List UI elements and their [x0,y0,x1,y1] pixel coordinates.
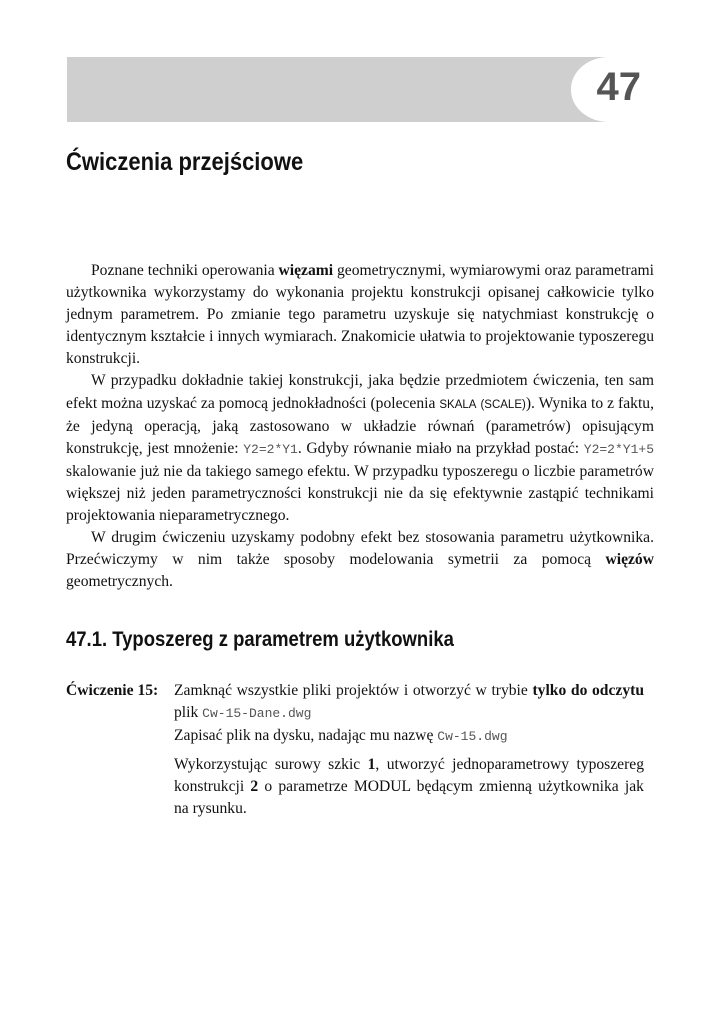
bold-term: więzów [605,551,654,569]
bold-term: 2 [250,778,259,796]
text-run: skalowanie już nie da takiego samego efektu. W przypadku typoszeregu o liczbie parametrów większej niż jeden parametryczności konstrukcji nie da się efektywnie zastąpić technikami projektowania nieparametrycznego. [66,462,654,525]
chapter-title: Ćwiczenia przejściowe [66,148,304,176]
chapter-number: 47 [596,65,641,109]
equation-code: Y2=2*Y1 [243,441,298,457]
paragraph-intro [66,260,654,370]
exercise-instructions [174,680,644,821]
text-run: . Gdyby równanie miało na przykład postać: [297,439,584,457]
text-run: geometrycznych. [66,573,173,591]
file-name: Cw-15-Dane.dwg [202,706,312,722]
instruction-save-file [174,725,644,748]
instruction-open-file [174,680,644,725]
paragraph-scaling [66,370,654,527]
text-run: Wykorzystując surowy szkic [174,756,368,774]
file-name: Cw-15.dwg [437,729,508,745]
text-run: W drugim ćwiczeniu uzyskamy podobny efekt bez stosowania parametru użytkownika. Przećwiczymy w nim także sposoby modelowania symetrii za pomocą [66,529,654,569]
chapter-header-band [67,57,653,122]
text-run: geometrycznymi, wymiarowymi oraz parametrami użytkownika wykorzystamy do wykonania projektu konstrukcji opisanej całkowicie tylko jednym parametrem. Po zmianie tego parametru uzyskuje się natychmiast konstrukcję o identycznym kształcie i innych wymiarach. Znakomicie ułatwia to projektowanie typoszeregu konstrukcji. [66,262,654,368]
section-title: 47.1. Typoszereg z parametrem użytkownika [66,628,454,651]
bold-term: tylko do odczytu [532,682,644,699]
text-run: Poznane techniki operowania [91,262,279,279]
text-run: , utworzyć jednoparametrowy typoszereg konstrukcji [174,756,644,796]
bold-term: 1 [367,756,376,774]
text-run: ). Wynika to z faktu, że jedyną operacją, jaką zastosowano w układzie równań (parametrów) opisującym konstrukcję, jest mnożenie: [66,394,654,457]
chapter-number-tab [571,57,653,122]
bold-term: więzami [278,262,334,279]
paragraph-second-exercise [66,527,654,593]
text-run: Zamknąć wszystkie pliki projektów i otworzyć w trybie [174,682,533,699]
exercise-label: Ćwiczenie 15: [66,682,159,699]
body-text [66,260,654,593]
text-run: W przypadku dokładnie takiej konstrukcji, jaka będzie przedmiotem ćwiczenia, ten sam efekt można uzyskać za pomocą jednokładności (polecenia [66,372,654,412]
command-name: SKALA [439,398,477,411]
command-name-english: (SCALE) [480,398,526,411]
text-run: Zapisać plik na dysku, nadając mu nazwę [174,727,438,745]
text-run: o parametrze MODUL będącym zmienną użytkownika jak na rysunku. [174,778,644,818]
equation-code: Y2=2*Y1+5 [583,441,654,457]
text-run: plik [174,704,203,722]
instruction-create-series [174,754,644,820]
